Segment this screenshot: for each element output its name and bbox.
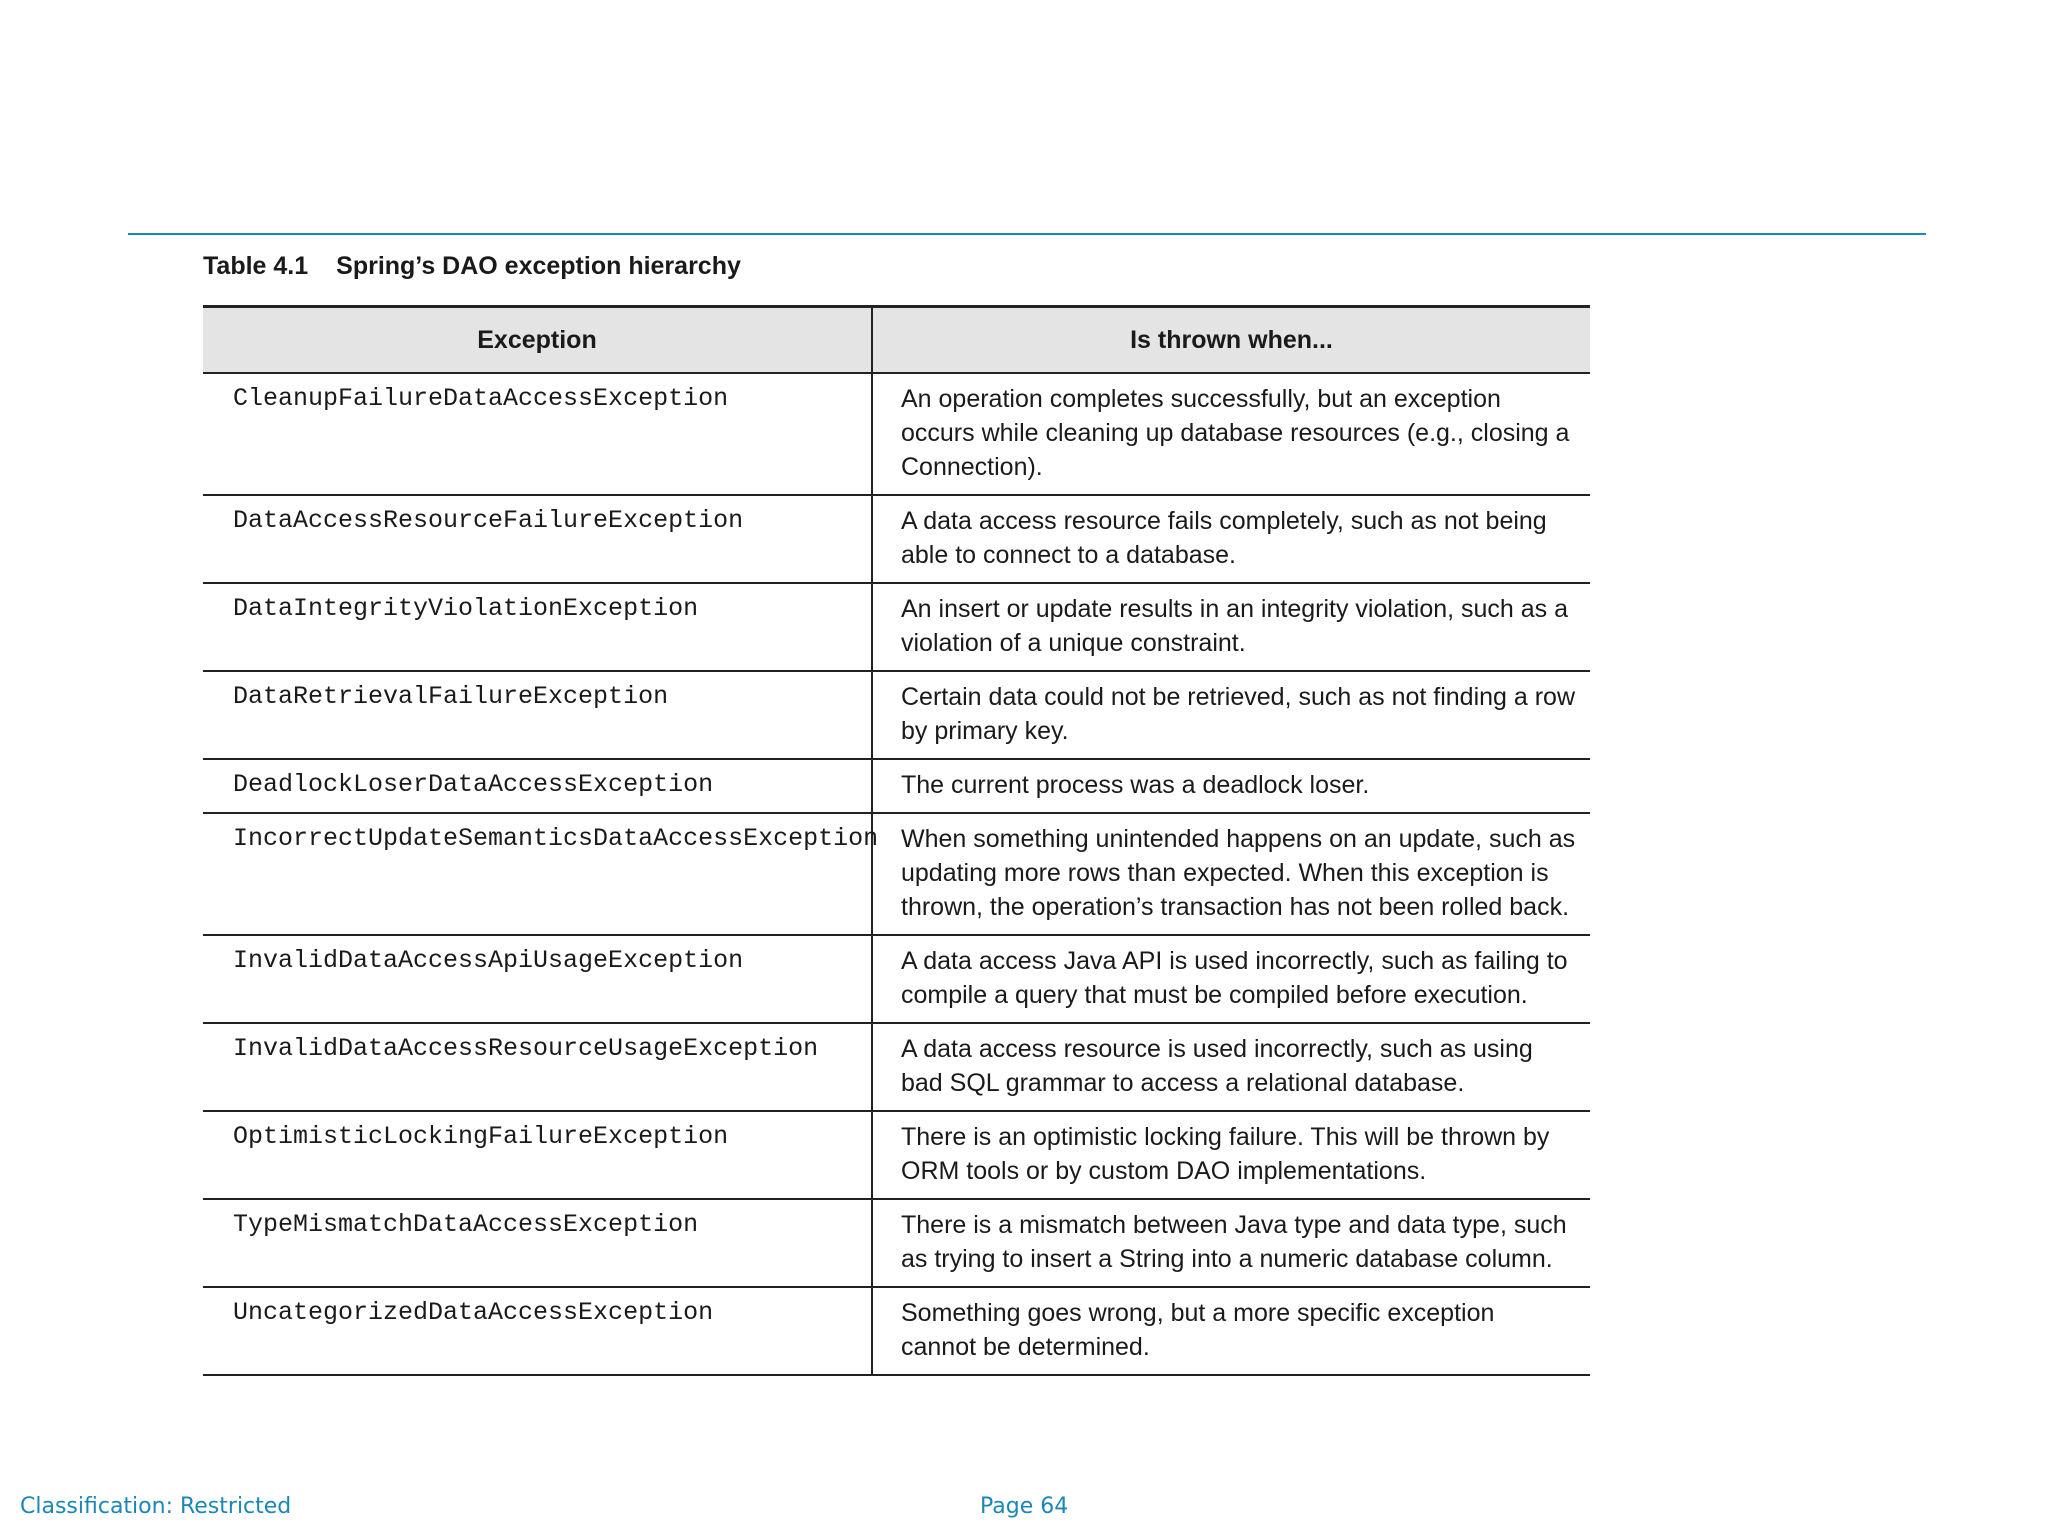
table-caption — [203, 252, 741, 281]
table-row — [203, 1111, 1590, 1199]
exception-name-cell: DataAccessResourceFailureException — [203, 495, 872, 583]
table-number: Table 4.1 — [203, 252, 309, 280]
table-title: Spring’s DAO exception hierarchy — [336, 252, 741, 280]
table-header-row — [203, 307, 1590, 374]
description-cell: Something goes wrong, but a more specific exception cannot be determined. — [872, 1287, 1590, 1375]
table-row — [203, 935, 1590, 1023]
exception-name-cell: InvalidDataAccessApiUsageException — [203, 935, 872, 1023]
exception-table-container — [203, 305, 1590, 1512]
table-body — [203, 373, 1590, 1375]
description-cell: The current process was a deadlock loser. — [872, 759, 1590, 813]
table-row — [203, 671, 1590, 759]
description-cell: There is an optimistic locking failure. This will be thrown by ORM tools or by custom DAO implementations. — [872, 1111, 1590, 1199]
description-cell: There is a mismatch between Java type and data type, such as trying to insert a String into a numeric database column. — [872, 1199, 1590, 1287]
exception-name-cell: UncategorizedDataAccessException — [203, 1287, 872, 1375]
table-row — [203, 373, 1590, 495]
description-cell: When something unintended happens on an update, such as updating more rows than expected. When this exception is thrown, the operation’s transaction has not been rolled back. — [872, 813, 1590, 935]
column-header-thrown-when: Is thrown when... — [872, 307, 1590, 374]
table-row — [203, 759, 1590, 813]
table-row — [203, 495, 1590, 583]
exception-name-cell: DataRetrievalFailureException — [203, 671, 872, 759]
table-row — [203, 813, 1590, 935]
exception-name-cell: DeadlockLoserDataAccessException — [203, 759, 872, 813]
exception-name-cell: DataIntegrityViolationException — [203, 583, 872, 671]
description-cell: An insert or update results in an integrity violation, such as a violation of a unique constraint. — [872, 583, 1590, 671]
exception-table — [203, 305, 1590, 1376]
table-row — [203, 1199, 1590, 1287]
description-cell: An operation completes successfully, but an exception occurs while cleaning up database resources (e.g., closing a Connection). — [872, 373, 1590, 495]
description-cell: A data access resource is used incorrectly, such as using bad SQL grammar to access a relational database. — [872, 1023, 1590, 1111]
page-number: Page 64 — [980, 1494, 1069, 1519]
exception-name-cell: InvalidDataAccessResourceUsageException — [203, 1023, 872, 1111]
column-header-exception: Exception — [203, 307, 872, 374]
exception-name-cell: IncorrectUpdateSemanticsDataAccessException — [203, 813, 872, 935]
exception-name-cell: CleanupFailureDataAccessException — [203, 373, 872, 495]
description-cell: Certain data could not be retrieved, such as not finding a row by primary key. — [872, 671, 1590, 759]
table-row — [203, 583, 1590, 671]
description-cell: A data access resource fails completely, such as not being able to connect to a database. — [872, 495, 1590, 583]
top-divider — [128, 233, 1926, 235]
exception-name-cell: OptimisticLockingFailureException — [203, 1111, 872, 1199]
exception-name-cell: TypeMismatchDataAccessException — [203, 1199, 872, 1287]
classification-label: Classification: Restricted — [20, 1494, 292, 1519]
description-cell: A data access Java API is used incorrectly, such as failing to compile a query that must be compiled before execution. — [872, 935, 1590, 1023]
table-row — [203, 1023, 1590, 1111]
table-row — [203, 1287, 1590, 1375]
